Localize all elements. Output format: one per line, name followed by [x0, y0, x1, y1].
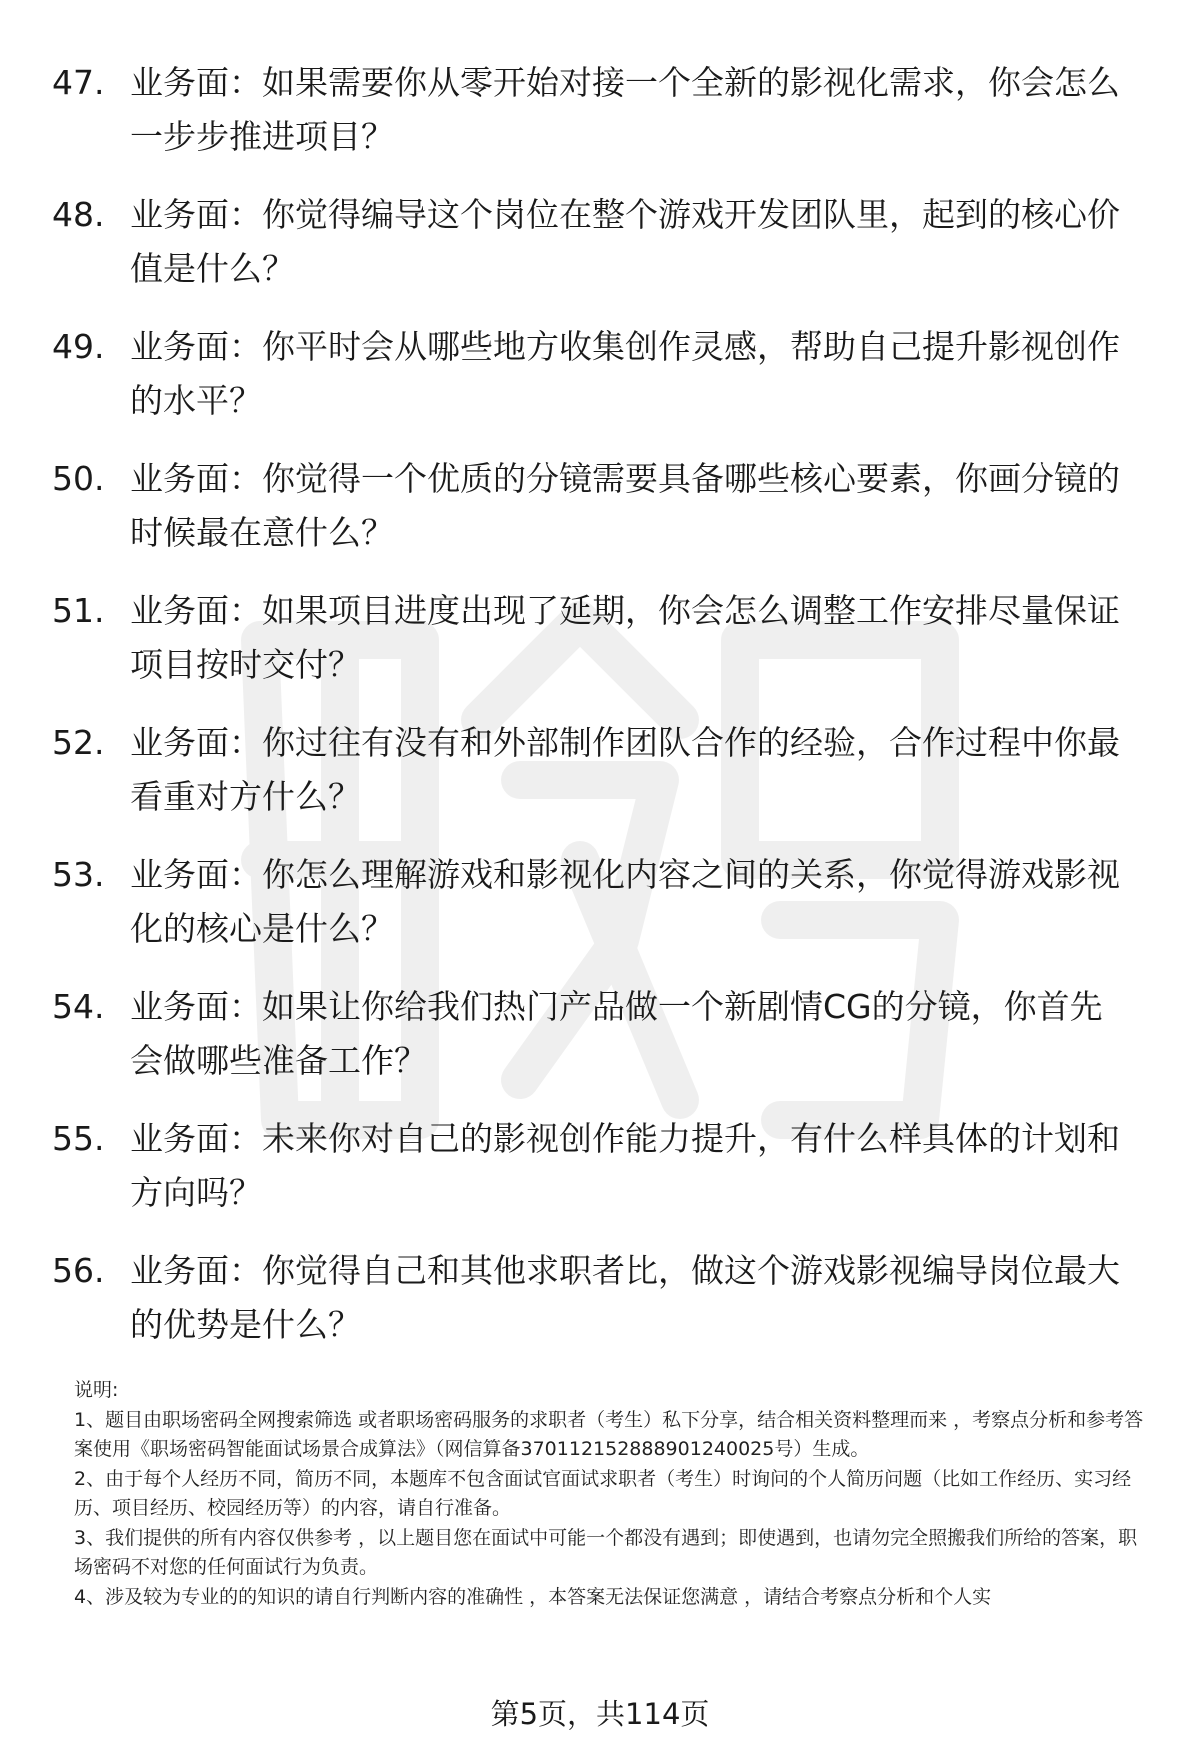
- page-number: 第5页，共114页: [490, 1697, 710, 1731]
- question-item: [52, 56, 1152, 188]
- question-text: 业务面：你觉得自己和其他求职者比，做这个游戏影视编导岗位最大的优势是什么？: [130, 1251, 1120, 1344]
- question-item: [52, 848, 1152, 980]
- question-number: 49.: [52, 327, 105, 366]
- page-footer: [0, 1694, 1200, 1734]
- question-text: 业务面：你觉得一个优质的分镜需要具备哪些核心要素，你画分镜的时候最在意什么？: [130, 459, 1120, 552]
- question-text: 业务面：未来你对自己的影视创作能力提升，有什么样具体的计划和方向吗？: [130, 1119, 1120, 1212]
- question-list: [52, 56, 1152, 1376]
- question-item: [52, 320, 1152, 452]
- question-number: 52.: [52, 723, 105, 762]
- note-item: 2、由于每个人经历不同，简历不同，本题库不包含面试官面试求职者（考生）时询问的个人简历问题（比如工作经历、实习经历、项目经历、校园经历等）的内容，请自行准备。: [74, 1467, 1132, 1519]
- note-item: 3、我们提供的所有内容仅供参考 ，以上题目您在面试中可能一个都没有遇到；即使遇到，也请勿完全照搬我们所给的答案，职场密码不对您的任何面试行为负责。: [74, 1526, 1138, 1578]
- notes-section: [74, 1376, 1146, 1612]
- question-item: [52, 584, 1152, 716]
- question-number: 47.: [52, 63, 105, 102]
- question-number: 55.: [52, 1119, 105, 1158]
- question-number: 54.: [52, 987, 105, 1026]
- question-number: 50.: [52, 459, 105, 498]
- notes-heading: 说明:: [74, 1379, 119, 1401]
- question-item: [52, 1112, 1152, 1244]
- question-text: 业务面：你平时会从哪些地方收集创作灵感，帮助自己提升影视创作的水平？: [130, 327, 1120, 420]
- question-text: 业务面：你怎么理解游戏和影视化内容之间的关系，你觉得游戏影视化的核心是什么？: [130, 855, 1120, 948]
- note-item: 4、涉及较为专业的的知识的请自行判断内容的准确性 ，本答案无法保证您满意 ，请结合考察点分析和个人实: [74, 1585, 992, 1608]
- question-text: 业务面：如果需要你从零开始对接一个全新的影视化需求，你会怎么一步步推进项目？: [130, 63, 1120, 156]
- question-item: [52, 716, 1152, 848]
- question-number: 48.: [52, 195, 105, 234]
- question-text: 业务面：如果让你给我们热门产品做一个新剧情CG的分镜，你首先会做哪些准备工作？: [130, 987, 1103, 1080]
- question-number: 51.: [52, 591, 105, 630]
- question-text: 业务面：你过往有没有和外部制作团队合作的经验，合作过程中你最看重对方什么？: [130, 723, 1120, 816]
- question-text: 业务面：你觉得编导这个岗位在整个游戏开发团队里，起到的核心价值是什么？: [130, 195, 1120, 288]
- question-item: [52, 980, 1152, 1112]
- question-item: [52, 1244, 1152, 1376]
- question-text: 业务面：如果项目进度出现了延期，你会怎么调整工作安排尽量保证项目按时交付？: [130, 591, 1120, 684]
- question-number: 56.: [52, 1251, 105, 1290]
- question-item: [52, 188, 1152, 320]
- question-item: [52, 452, 1152, 584]
- question-number: 53.: [52, 855, 105, 894]
- note-item: 1、题目由职场密码全网搜索筛选 或者职场密码服务的求职者（考生）私下分享，结合相关资料整理而来 ，考察点分析和参考答案使用《职场密码智能面试场景合成算法》（网信算备370112152888901240025号）生成。: [74, 1408, 1144, 1460]
